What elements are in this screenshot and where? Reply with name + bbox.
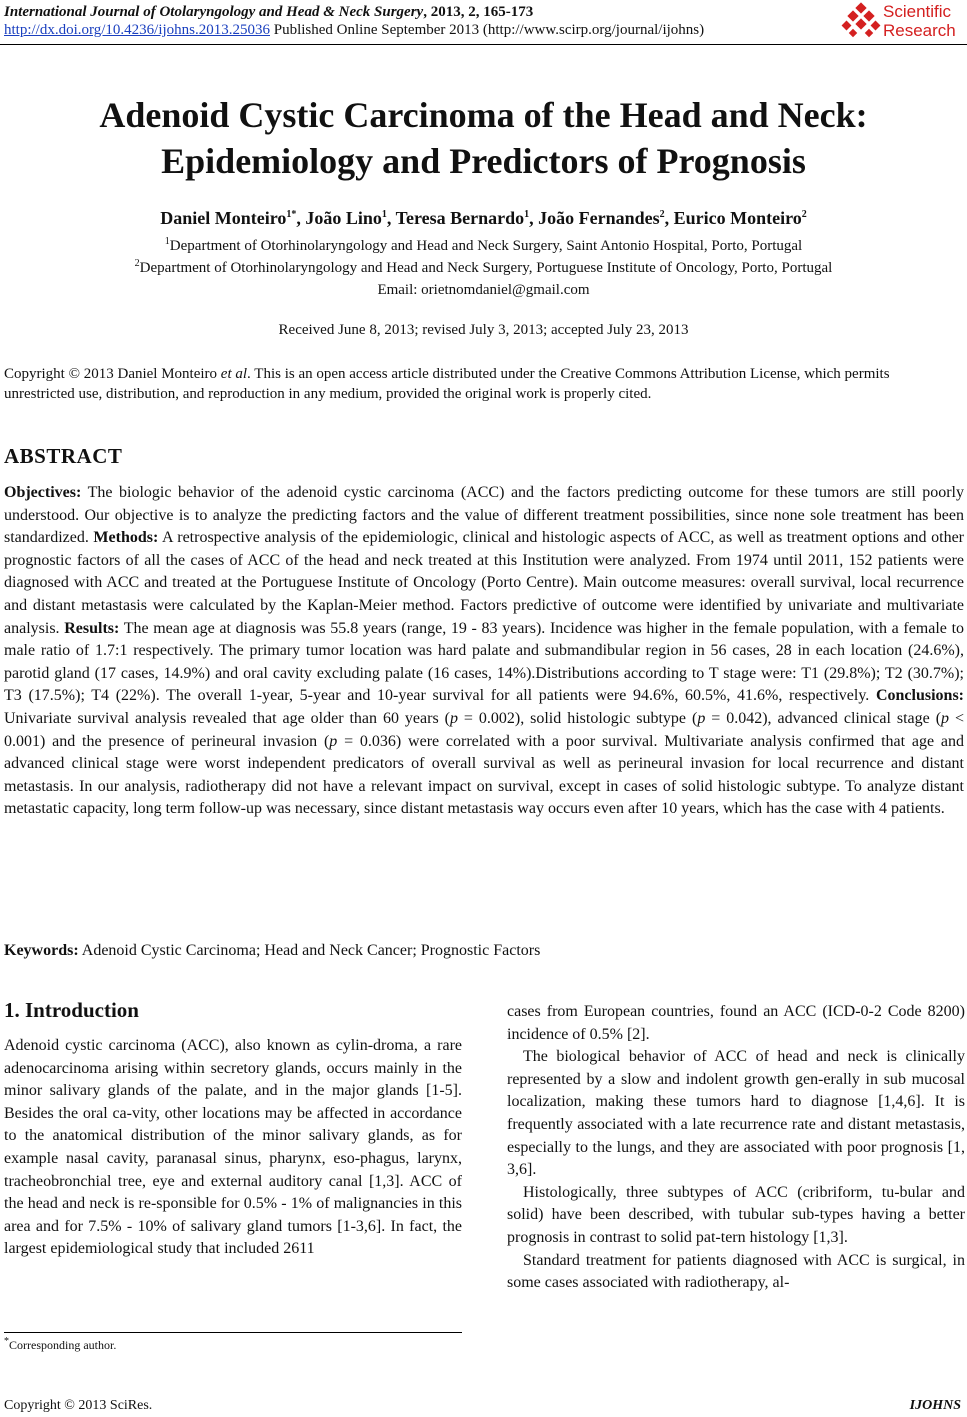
author-affiliation-mark: 1 bbox=[381, 209, 387, 220]
author-separator: , bbox=[296, 208, 306, 228]
p-value-symbol: p bbox=[449, 709, 458, 727]
footnote-rule bbox=[4, 1332, 462, 1333]
copyright-notice bbox=[4, 364, 964, 404]
author-separator: , bbox=[664, 208, 674, 228]
title-line-1: Adenoid Cystic Carcinoma of the Head and Neck: bbox=[99, 95, 868, 135]
objectives-label: Objectives: bbox=[4, 484, 82, 501]
abstract-heading: ABSTRACT bbox=[4, 444, 123, 468]
conclusions-text: = 0.036) were correlated with a poor survival. Multivariate analysis confirmed that age and advanced clinical stage were worst independent predicators of overall survival as well as perineural invasion for local recurrence and distant metastasis. In our analysis, radiotherapy did not have a relevant impact on survival, except in cases of solid histologic subtype. To analyze distant metastatic capacity, long term follow-up was necessary, since distant metastasis way occurs even after 10 years, which has the case with 4 patients. bbox=[4, 732, 964, 818]
author-affiliation-mark: 2 bbox=[801, 209, 807, 220]
running-header-doi bbox=[4, 22, 704, 39]
published-online-text: Published Online September 2013 (http://www.scirp.org/journal/ijohns) bbox=[270, 22, 705, 38]
intro-paragraph: Standard treatment for patients diagnosed with ACC is surgical, in some cases associated with radiotherapy, al- bbox=[507, 1251, 965, 1292]
author-affiliation-mark: 1* bbox=[286, 209, 297, 220]
received-dates: Received June 8, 2013; revised July 3, 2013; accepted July 23, 2013 bbox=[278, 322, 689, 338]
conclusions-text: = 0.042), advanced clinical stage ( bbox=[705, 709, 942, 727]
copyright-etal: et al bbox=[220, 366, 248, 382]
objectives-text: The biologic behavior of the adenoid cystic carcinoma (ACC) and the factors predicting outcome for these tumors are still poorly understood. Our objective is to analyze the predicting factors and the value of different treatment possibilities, since none sole treatment has been standardized. bbox=[4, 484, 964, 547]
footer-copyright: Copyright © 2013 SciRes. bbox=[4, 1398, 153, 1413]
author-email: Email: orietnomdaniel@gmail.com bbox=[377, 282, 590, 298]
conclusions-text: = 0.002), solid histologic subtype ( bbox=[457, 709, 698, 727]
affiliation-2 bbox=[0, 260, 967, 277]
affiliation-mark: 2 bbox=[134, 258, 140, 269]
author-name: Daniel Monteiro bbox=[160, 208, 287, 228]
affiliation-text: Department of Otorhinolaryngology and Head and Neck Surgery, Portuguese Institute of Oncology, Porto, Portugal bbox=[139, 260, 833, 276]
author-separator: , bbox=[529, 208, 539, 228]
logo-mark-icon bbox=[841, 2, 881, 42]
article-title bbox=[0, 92, 967, 184]
conclusions-label: Conclusions: bbox=[875, 687, 964, 705]
affiliation-text: Department of Otorhinolaryngology and Head and Neck Surgery, Saint Antonio Hospital, Porto, Portugal bbox=[169, 238, 803, 254]
author-affiliation-mark: 2 bbox=[659, 209, 665, 220]
affiliation-1 bbox=[0, 238, 967, 255]
running-header-journal bbox=[4, 4, 533, 21]
author-list bbox=[0, 208, 967, 229]
author-affiliation-mark: 1 bbox=[524, 209, 530, 220]
p-value-symbol: p bbox=[941, 709, 950, 727]
header-rule bbox=[0, 44, 967, 45]
results-label: Results: bbox=[64, 619, 120, 637]
author-separator: , bbox=[386, 208, 396, 228]
abstract-body bbox=[4, 482, 964, 821]
logo-line-1: Scientific bbox=[883, 2, 952, 21]
logo-wordmark bbox=[883, 2, 956, 40]
copyright-text: Copyright © 2013 Daniel Monteiro bbox=[4, 366, 221, 382]
methods-text: A retrospective analysis of the epidemiologic, clinical and histologic aspects of ACC, as well as treatment options and other prognostic factors of all the cases of ACC of the head and neck treated at this Institution were analyzed. From 1974 until 2011, 152 patients were diagnosed with ACC and treated at the Portuguese Institute of Oncology (Porto Centre). Main outcome measures: overall survival, local recurrence and distant metastasis were calculated by the Kaplan-Meier method. Factors predictive of outcome were identified by univariate and multivariate analysis. bbox=[4, 529, 964, 637]
author-name: Teresa Bernardo bbox=[395, 208, 525, 228]
right-column bbox=[507, 1001, 965, 1295]
p-value-symbol: p bbox=[329, 732, 338, 750]
keywords-text: Adenoid Cystic Carcinoma; Head and Neck Cancer; Prognostic Factors bbox=[78, 942, 541, 959]
left-column bbox=[4, 1035, 462, 1261]
journal-issue: , 2013, 2, 165-173 bbox=[423, 4, 534, 20]
conclusions-text: Univariate survival analysis revealed that age older than 60 years ( bbox=[4, 709, 450, 727]
methods-label: Methods: bbox=[93, 529, 159, 547]
footnote-mark: * bbox=[4, 1336, 9, 1347]
intro-paragraph: Histologically, three subtypes of ACC (cribriform, tu-bular and solid) have been described, with tubular sub-types having a better prognosis in contrast to solid pat-tern histology [1,3]. bbox=[507, 1183, 965, 1246]
author-name: João Lino bbox=[305, 208, 382, 228]
p-value-symbol: p bbox=[697, 709, 706, 727]
footnote bbox=[4, 1338, 116, 1353]
keywords bbox=[4, 940, 964, 962]
title-line-2: Epidemiology and Predictors of Prognosis bbox=[161, 141, 806, 181]
footnote-text: Corresponding author. bbox=[9, 1338, 117, 1352]
doi-link[interactable]: http://dx.doi.org/10.4236/ijohns.2013.25036 bbox=[4, 22, 270, 38]
affiliation-mark: 1 bbox=[164, 236, 170, 247]
intro-paragraph: The biological behavior of ACC of head and neck is clinically represented by a slow and indolent growth gen-erally in sub mucosal localization, making these tumors hard to diagnose [1,4,6]. It is frequently associated with a late recurrence rate and distant metastasis, especially to the lungs, and they are associated with poor prognosis [1, 3,6]. bbox=[507, 1048, 965, 1179]
logo-line-2: Research bbox=[883, 21, 956, 40]
intro-paragraph: Adenoid cystic carcinoma (ACC), also known as cylin-droma, a rare adenocarcinoma arising within secretory glands, occurs mainly in the minor salivary glands of the palate, and in the major glands [1-5]. Besides the oral ca-vity, other locations may be affected in accordance to the anatomical distribution of the minor salivary glands, as for example nasal cavity, paranasal sinus, pharynx, eso-phagus, larynx, tracheobronchial tree, eye and external auditory canal [1,3]. ACC of the head and neck is re-sponsible for 0.5% - 1% of malignancies in this area and for 7.5% - 10% of salivary gland tumors [1-3,6]. In fact, the largest epidemiological study that included 2611 bbox=[4, 1037, 462, 1258]
keywords-label: Keywords: bbox=[4, 942, 79, 959]
introduction-heading: 1. Introduction bbox=[4, 998, 139, 1022]
scientific-research-logo bbox=[841, 2, 961, 42]
footer-journal-abbrev: IJOHNS bbox=[909, 1398, 961, 1413]
author-name: Eurico Monteiro bbox=[673, 208, 802, 228]
conclusions-text: < 0.001) and the presence of perineural invasion ( bbox=[4, 709, 964, 750]
journal-name: International Journal of Otolaryngology and Head & Neck Surgery bbox=[4, 4, 424, 20]
intro-paragraph: cases from European countries, found an ACC (ICD-0-2 Code 8200) incidence of 0.5% [2]. bbox=[507, 1003, 965, 1043]
results-text: The mean age at diagnosis was 55.8 years (range, 19 - 83 years). Incidence was higher in the female population, with a female to male ratio of 1.7:1 respectively. The primary tumor location was hard palate and submandibular region in 56 cases, 28 in each location (24.6%), parotid gland (17 cases, 14.9%) and oral cavity excluding palate (16 cases, 14%).Distributions according to T stage were: T1 (29.8%); T2 (30.7%); T3 (17.5%); T4 (22%). The overall 1-year, 5-year and 10-year survival for all patients were 94.6%, 60.5%, 41.6%, respectively. bbox=[4, 619, 965, 705]
author-name: João Fernandes bbox=[538, 208, 660, 228]
copyright-text-rest: . This is an open access article distributed under the Creative Commons Attribution License, which permits unrestricted use, distribution, and reproduction in any medium, provided the original work is properly cited. bbox=[4, 366, 890, 402]
